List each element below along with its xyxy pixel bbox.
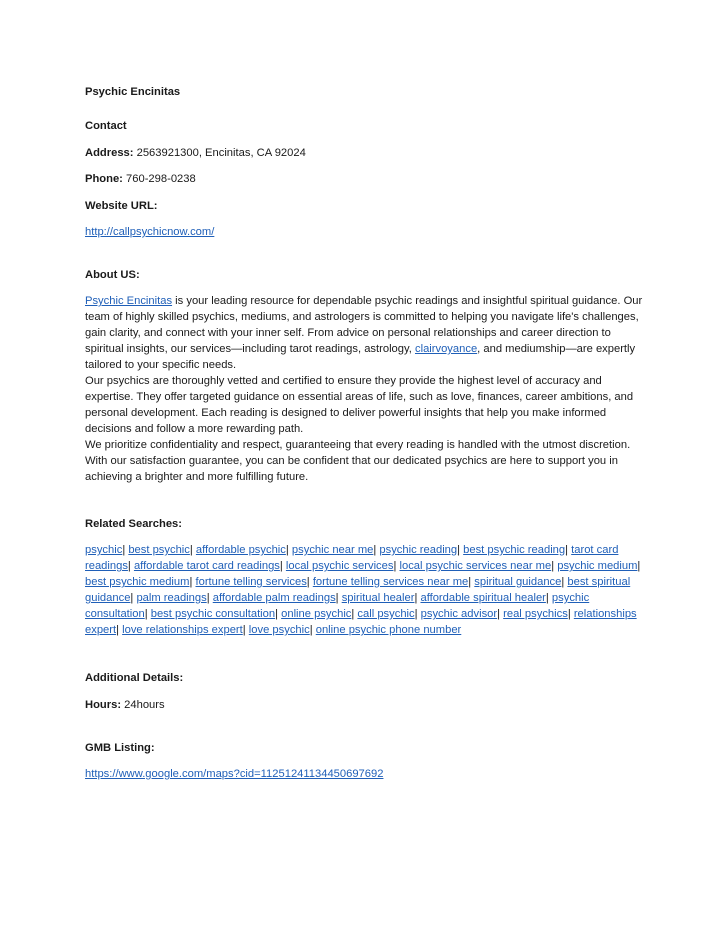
separator: | (127, 560, 134, 572)
clairvoyance-link[interactable]: clairvoyance (414, 343, 478, 355)
phone-label: Phone: (85, 173, 123, 185)
separator: | (637, 560, 641, 572)
website-label: Website URL: (85, 200, 158, 212)
related-search-link[interactable]: psychic medium (557, 560, 638, 572)
hours-line (85, 697, 645, 713)
separator: | (545, 592, 552, 604)
separator: | (122, 544, 129, 556)
separator: | (373, 544, 380, 556)
separator: | (116, 624, 123, 636)
separator: | (565, 544, 572, 556)
separator: | (275, 608, 282, 620)
separator: | (351, 608, 358, 620)
separator: | (497, 608, 504, 620)
separator: | (561, 576, 568, 588)
separator: | (189, 576, 196, 588)
related-search-link[interactable]: psychic (85, 544, 123, 556)
separator: | (242, 624, 249, 636)
related-search-link[interactable]: affordable tarot card readings (133, 560, 280, 572)
related-search-link[interactable]: best psychic medium (85, 576, 190, 588)
separator: | (393, 560, 400, 572)
related-search-link[interactable]: call psychic (357, 608, 415, 620)
related-search-link[interactable]: relationships expert (85, 608, 637, 636)
related-search-link[interactable]: tarot card readings (85, 544, 619, 572)
about-heading: About US: (85, 269, 140, 281)
gmb-link[interactable]: https://www.google.com/maps?cid=11251241134450697692 (85, 768, 384, 780)
about-paragraph-3: We prioritize confidentiality and respect, guaranteeing that every reading is handled with the utmost discretion. With our satisfaction guarantee, you can be confident that our dedicated psychics are here to support you in achieving a brighter and more fulfilling future. (85, 439, 631, 483)
address-value: 2563921300, Encinitas, CA 92024 (136, 147, 306, 159)
separator: | (309, 624, 316, 636)
gmb-heading: GMB Listing: (85, 742, 155, 754)
related-search-link[interactable]: real psychics (503, 608, 568, 620)
related-search-link[interactable]: spiritual guidance (474, 576, 562, 588)
related-search-link[interactable]: online psychic (281, 608, 352, 620)
address-label: Address: (85, 147, 134, 159)
related-search-link[interactable]: online psychic phone number (315, 624, 462, 636)
related-search-link[interactable]: local psychic services (285, 560, 394, 572)
website-link[interactable]: http://callpsychicnow.com/ (85, 226, 215, 238)
related-search-link[interactable]: psychic consultation (85, 592, 590, 620)
related-search-link[interactable]: fortune telling services near me (312, 576, 469, 588)
about-body (85, 293, 645, 485)
about-paragraph-2: Our psychics are thoroughly vetted and certified to ensure they provide the highest level of accuracy and expertise. They offer targeted guidance on essential areas of life, such as love, finances, career ambitions, and personal development. Each reading is designed to deliver powerful insights that help you make informed decisions and follow a more rewarding path. (85, 375, 634, 435)
psychic-encinitas-link[interactable]: Psychic Encinitas (85, 295, 173, 307)
related-search-link[interactable]: affordable psychic (195, 544, 286, 556)
separator: | (189, 544, 196, 556)
related-search-link[interactable]: best psychic (128, 544, 190, 556)
phone-value: 760-298-0238 (126, 173, 196, 185)
separator: | (468, 576, 475, 588)
hours-value: 24hours (124, 699, 165, 711)
related-heading: Related Searches: (85, 518, 183, 530)
gmb-line (85, 766, 645, 782)
additional-heading: Additional Details: (85, 672, 184, 684)
related-search-link[interactable]: best psychic reading (463, 544, 566, 556)
business-name: Psychic Encinitas (85, 86, 181, 98)
separator: | (414, 608, 421, 620)
separator: | (285, 544, 292, 556)
separator: | (335, 592, 342, 604)
contact-heading: Contact (85, 120, 127, 132)
related-search-link[interactable]: psychic advisor (420, 608, 498, 620)
related-search-link[interactable]: best spiritual guidance (85, 576, 631, 604)
separator: | (206, 592, 213, 604)
website-line (85, 224, 645, 240)
related-search-link[interactable]: spiritual healer (341, 592, 415, 604)
related-search-link[interactable]: psychic near me (291, 544, 374, 556)
related-search-link[interactable]: love psychic (248, 624, 310, 636)
separator: | (414, 592, 421, 604)
about-text-1a: is your leading resource for dependable psychic readings and insightful spiritual guidance. Our team of highly skilled psychics, mediums, and astrologers is committed to helping you navigate life's challenges, gain clarity, and connect with your inner self. From advice on personal relationships and career direction to spiritual insights, our services—including tarot readings, astrology, (85, 295, 643, 355)
about-paragraph-1 (85, 293, 645, 373)
separator: | (551, 560, 558, 572)
related-search-link[interactable]: local psychic services near me (399, 560, 552, 572)
separator: | (144, 608, 151, 620)
separator: | (567, 608, 574, 620)
related-search-link[interactable]: affordable spiritual healer (420, 592, 546, 604)
address-line (85, 145, 645, 161)
separator: | (279, 560, 286, 572)
separator: | (306, 576, 313, 588)
related-search-link[interactable]: affordable palm readings (212, 592, 336, 604)
separator: | (130, 592, 137, 604)
separator: | (457, 544, 464, 556)
related-search-link[interactable]: love relationships expert (122, 624, 243, 636)
related-search-link[interactable]: best psychic consultation (150, 608, 276, 620)
about-text-1b: , and mediumship—are expertly tailored to your specific needs. (85, 343, 636, 371)
related-search-link[interactable]: fortune telling services (195, 576, 307, 588)
related-search-link[interactable]: palm readings (136, 592, 207, 604)
related-searches-list (85, 542, 645, 638)
phone-line (85, 171, 645, 187)
hours-label: Hours: (85, 699, 122, 711)
related-search-link[interactable]: psychic reading (379, 544, 458, 556)
